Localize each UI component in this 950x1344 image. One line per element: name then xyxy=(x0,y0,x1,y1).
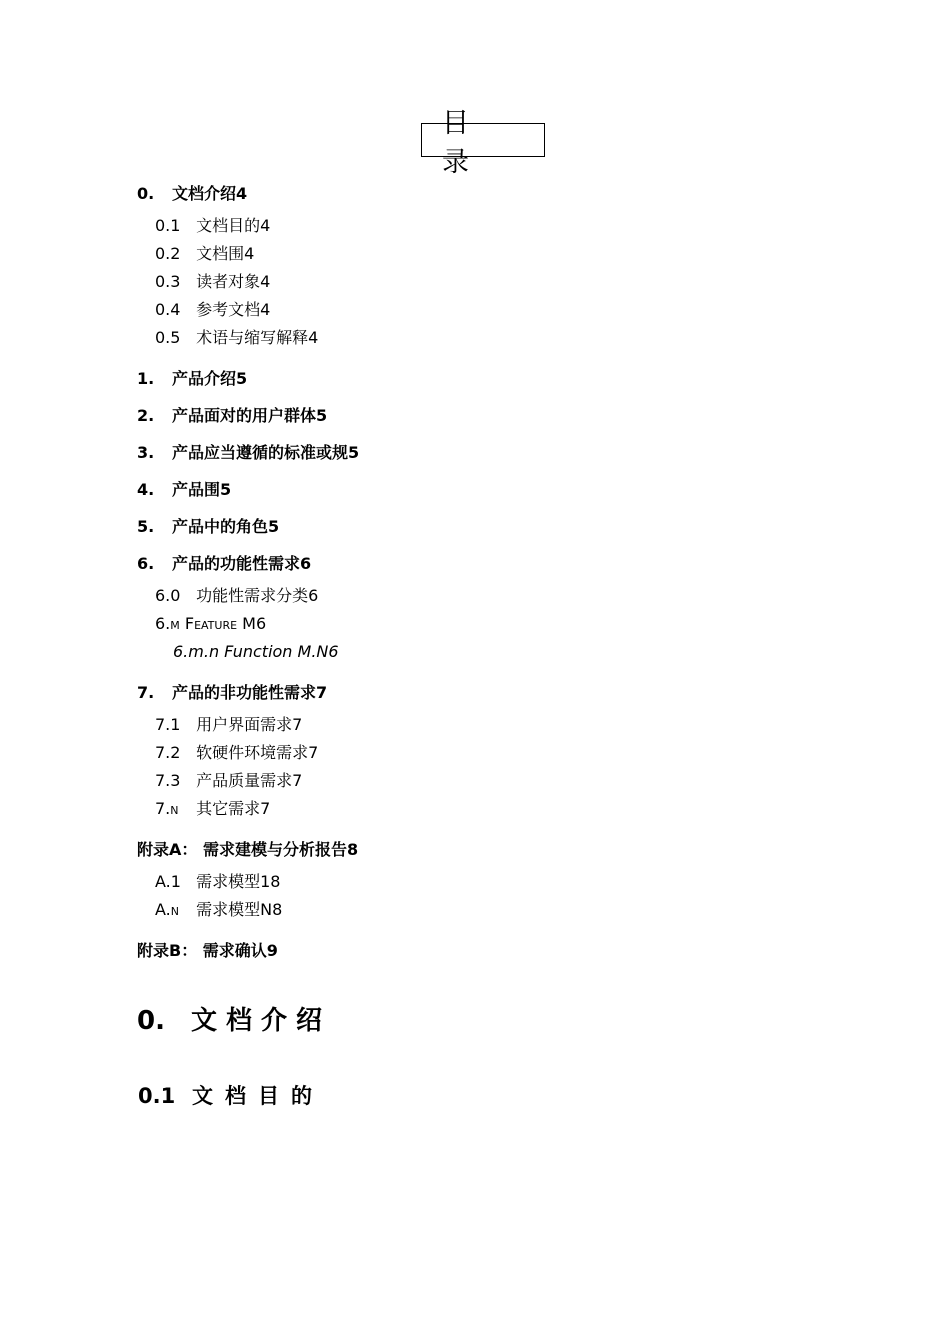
toc-entry-num: 3. xyxy=(137,443,155,462)
heading-num: 0.1 xyxy=(138,1084,176,1108)
toc-entry-num: 7.3 xyxy=(155,771,181,790)
toc-entry-a-1[interactable] xyxy=(137,868,837,896)
toc-entry-6[interactable] xyxy=(137,554,837,574)
toc-entry-a-n[interactable] xyxy=(137,896,837,924)
toc-entry-0-3[interactable] xyxy=(137,268,837,296)
toc-entry-2[interactable] xyxy=(137,406,837,426)
toc-entry-text: 产品的非功能性需求7 xyxy=(172,683,328,702)
toc-entry-text: 参考文档4 xyxy=(196,300,271,319)
toc-entry-num: 0.4 xyxy=(155,300,181,319)
toc-entry-0-1[interactable] xyxy=(137,212,837,240)
toc-group-a xyxy=(137,868,837,924)
toc-entry-appendix-b[interactable] xyxy=(137,941,837,961)
toc-entry-7[interactable] xyxy=(137,683,837,703)
toc-entry-num: A.1 xyxy=(155,872,181,891)
toc-entry-text: 用户界面需求7 xyxy=(196,715,303,734)
toc-entry-num: 1. xyxy=(137,369,155,388)
toc-entry-7-n[interactable] xyxy=(137,795,837,823)
toc-entry-num: 2. xyxy=(137,406,155,425)
toc-entry-text: 术语与缩写解释4 xyxy=(196,328,319,347)
toc-entry-num: 0.1 xyxy=(155,216,181,235)
toc-entry-5[interactable] xyxy=(137,517,837,537)
toc-entry-text: 文档介绍4 xyxy=(172,184,248,203)
toc-entry-text: 功能性需求分类6 xyxy=(196,586,319,605)
toc-entry-7-3[interactable] xyxy=(137,767,837,795)
toc-title xyxy=(421,108,545,178)
toc-entry-text: 读者对象4 xyxy=(196,272,271,291)
toc-entry-num: 7.1 xyxy=(155,715,181,734)
toc-entry-1[interactable] xyxy=(137,369,837,389)
toc-entry-text: 软硬件环境需求7 xyxy=(196,743,319,762)
toc-entry-num: 0.5 xyxy=(155,328,181,347)
toc-entry-num: 5. xyxy=(137,517,155,536)
toc-entry-text: 产品面对的用户群体5 xyxy=(172,406,328,425)
toc-entry-6-m-n[interactable] xyxy=(137,638,837,666)
heading-text: 文档介绍 xyxy=(191,1006,332,1036)
toc-entry-num: 7.2 xyxy=(155,743,181,762)
toc-entry-num: 0.2 xyxy=(155,244,181,263)
toc-entry-num: 4. xyxy=(137,480,155,499)
toc-group-7 xyxy=(137,711,837,823)
toc-entry-text: 产品应当遵循的标准或规5 xyxy=(172,443,360,462)
toc-entry-num: 6.m xyxy=(155,614,180,633)
toc-entry-num: 7. xyxy=(137,683,155,702)
section-heading-0-1 xyxy=(138,1080,324,1110)
table-of-contents xyxy=(137,180,837,961)
toc-entry-text: 文档围4 xyxy=(196,244,255,263)
toc-title-text: 目 录 xyxy=(442,108,489,178)
toc-entry-text: 需求模型18 xyxy=(196,872,281,891)
toc-entry-text: 附录A： 需求建模与分析报告8 xyxy=(137,840,359,859)
toc-entry-0-4[interactable] xyxy=(137,296,837,324)
toc-entry-appendix-a[interactable] xyxy=(137,840,837,860)
toc-entry-num: 6.0 xyxy=(155,586,181,605)
toc-entry-text: 产品中的角色5 xyxy=(172,517,280,536)
toc-entry-text: 6.m.n Function M.N6 xyxy=(173,642,339,661)
section-heading-0 xyxy=(137,1000,331,1037)
toc-entry-num: 0.3 xyxy=(155,272,181,291)
heading-text: 文档目的 xyxy=(192,1084,324,1108)
toc-group-6 xyxy=(137,582,837,666)
toc-entry-7-1[interactable] xyxy=(137,711,837,739)
toc-entry-text: 产品的功能性需求6 xyxy=(172,554,312,573)
toc-entry-7-2[interactable] xyxy=(137,739,837,767)
toc-entry-text: 附录B： 需求确认9 xyxy=(137,941,278,960)
toc-entry-4[interactable] xyxy=(137,480,837,500)
toc-entry-num: 7.n xyxy=(155,799,179,818)
toc-entry-text: Feature M6 xyxy=(184,614,267,633)
toc-entry-6-0[interactable] xyxy=(137,582,837,610)
toc-entry-text: 需求模型N8 xyxy=(196,900,283,919)
toc-entry-num: A.n xyxy=(155,900,179,919)
toc-entry-0-5[interactable] xyxy=(137,324,837,352)
toc-entry-text: 产品质量需求7 xyxy=(196,771,303,790)
toc-entry-text: 产品围5 xyxy=(172,480,232,499)
toc-entry-text: 文档目的4 xyxy=(196,216,271,235)
toc-entry-num: 6. xyxy=(137,554,155,573)
toc-entry-0-2[interactable] xyxy=(137,240,837,268)
heading-num: 0. xyxy=(137,1006,165,1036)
toc-entry-3[interactable] xyxy=(137,443,837,463)
toc-entry-text: 其它需求7 xyxy=(196,799,271,818)
toc-entry-0[interactable] xyxy=(137,184,837,204)
toc-entry-num: 0. xyxy=(137,184,155,203)
toc-entry-text: 产品介绍5 xyxy=(172,369,248,388)
toc-entry-6-m[interactable] xyxy=(137,610,837,638)
toc-group-0 xyxy=(137,212,837,352)
